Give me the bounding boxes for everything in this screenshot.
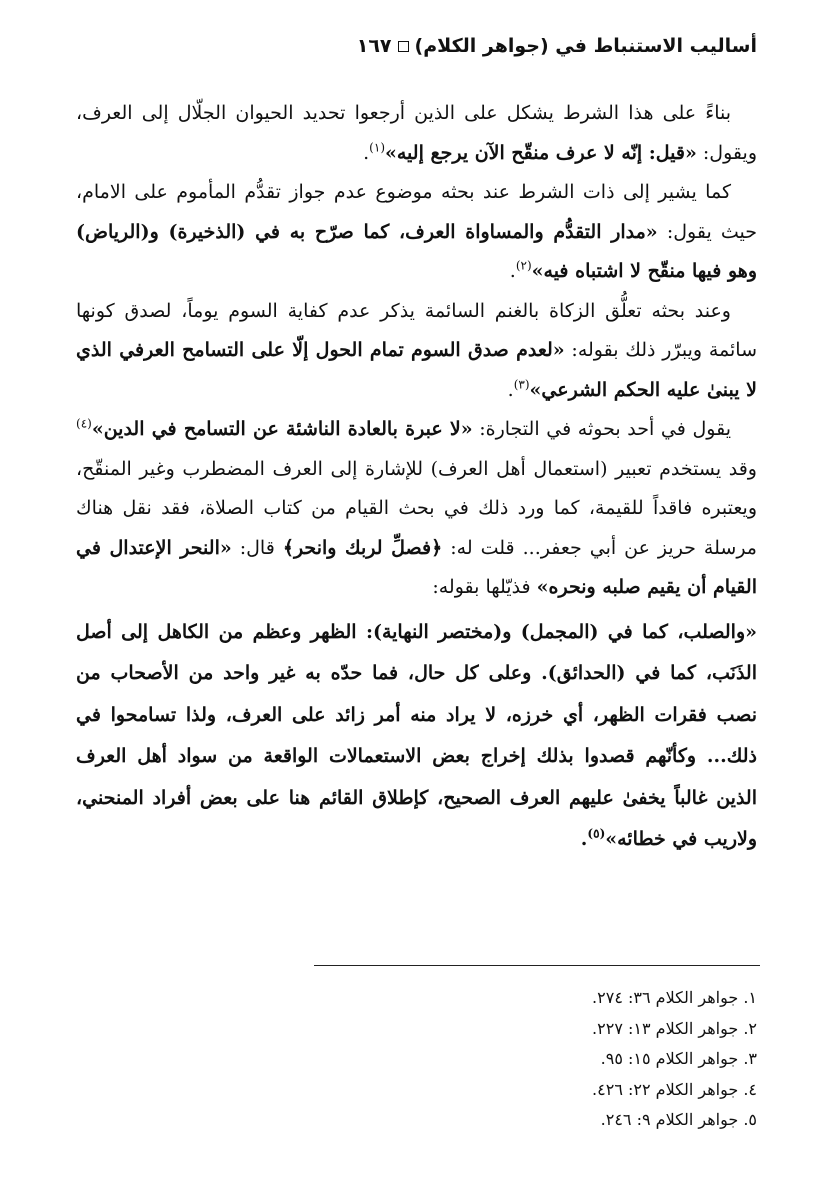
page-number: ١٦٧ xyxy=(356,35,392,57)
footnote-ref-2: (٢) xyxy=(515,258,532,273)
paragraph-end: . xyxy=(507,378,514,401)
paragraph-text: وعند بحثه تعلُّق الزكاة بالغنم السائمة يذكر عدم كفاية السوم يوماً، لصدق كونها سائمة ويبرّر ذلك بقوله: xyxy=(76,299,757,361)
block-quote xyxy=(76,612,757,861)
quoted-text: «لعدم صدق السوم تمام الحول إلّا على التسامح العرفي الذي لا يبنىٰ عليه الحكم الشرعي» xyxy=(76,339,757,401)
quoted-text: «قيل: إنّه لا عرف منقّح الآن يرجع إليه» xyxy=(385,141,697,164)
main-text xyxy=(76,94,757,861)
paragraph-end: . xyxy=(363,141,370,164)
paragraph-2 xyxy=(76,173,757,292)
footnote-ref-3: (٣) xyxy=(513,377,530,392)
paragraph-text: وقد يستخدم تعبير (استعمال أهل العرف) للإشارة إلى العرف المضطرب وغير المنقّح، ويعتبره فاقداً للقيمة، كما ورد ذلك في بحث القيام من كتاب الصلاة، فقد نقل هناك مرسلة حريز عن أبي جعفر... قلت له: xyxy=(76,457,757,559)
paragraph-1 xyxy=(76,94,757,173)
footnote-ref-5: (٥) xyxy=(587,826,606,841)
footnote-3: ٣. جواهر الكلام ١٥: ٩٥. xyxy=(600,1049,757,1068)
quoted-text: «النحر الإعتدال في القيام أن يقيم صلبه ونحره» xyxy=(76,536,757,598)
footnote-1: ١. جواهر الكلام ٣٦: ٢٧٤. xyxy=(592,988,757,1007)
paragraph-text: قال: xyxy=(231,536,283,559)
header-square-icon xyxy=(398,41,409,52)
paragraph-3 xyxy=(76,292,757,411)
quoted-text: «لا عبرة بالعادة الناشئة عن التسامح في الدين» xyxy=(91,418,473,440)
block-quote-text: «والصلب، كما في (المجمل) و(مختصر النهاية): الظهر وعظم من الكاهل إلى أصل الذَنَب، كما في (الحدائق). وعلى كل حال، فما حدّه به غير واحد من الأصحاب من نصب فقرات الظهر، أي خرزه، لا يراد منه أمر زائد على العرف، ولذا تسامحوا في ذلك... وكأنّهم قصدوا بذلك إخراج بعض الاستعمالات الواقعة من سواد أهل العرف الذين غالباً يخفىٰ عليهم العرف الصحيح، كإطلاق القائم هنا على بعض أفراد المنحني، ولاريب في خطائه» xyxy=(76,620,757,850)
paragraph-end: . xyxy=(509,260,516,282)
running-header xyxy=(36,30,757,62)
footnote-divider xyxy=(314,965,760,966)
paragraph-text: كما يشير إلى ذات الشرط عند بحثه موضوع عدم جواز تقدُّم المأموم على الامام، حيث يقول: xyxy=(76,181,758,243)
footnote-5: ٥. جواهر الكلام ٩: ٢٤٦. xyxy=(600,1110,757,1129)
quran-verse: ﴿فصلِّ لربك وانحر﴾ xyxy=(282,536,443,559)
header-title: أساليب الاستنباط في (جواهر الكلام) xyxy=(414,35,757,57)
footnote-ref-1: (١) xyxy=(369,140,385,155)
paragraph-text: فذيّلها بقوله: xyxy=(432,576,537,598)
paragraph-text: بناءً على هذا الشرط يشكل على الذين أرجعوا تحديد الحيوان الجلّال إلى العرف، ويقول: xyxy=(76,102,757,164)
footnote-ref-4: (٤) xyxy=(76,416,92,431)
block-quote-end: . xyxy=(580,828,588,850)
footnote-4: ٤. جواهر الكلام ٢٢: ٤٢٦. xyxy=(592,1079,757,1099)
paragraph-4 xyxy=(76,410,757,608)
footnote-2: ٢. جواهر الكلام ١٣: ٢٢٧. xyxy=(592,1018,757,1038)
paragraph-text: يقول في أحد بحوثه في التجارة: xyxy=(472,418,731,440)
footnotes xyxy=(320,983,757,1136)
quoted-text: «مدار التقدُّم والمساواة العرف، كما صرّح به في (الذخيرة) و(الرياض) وهو فيها منقّح لا اشتباه فيه» xyxy=(76,220,757,282)
